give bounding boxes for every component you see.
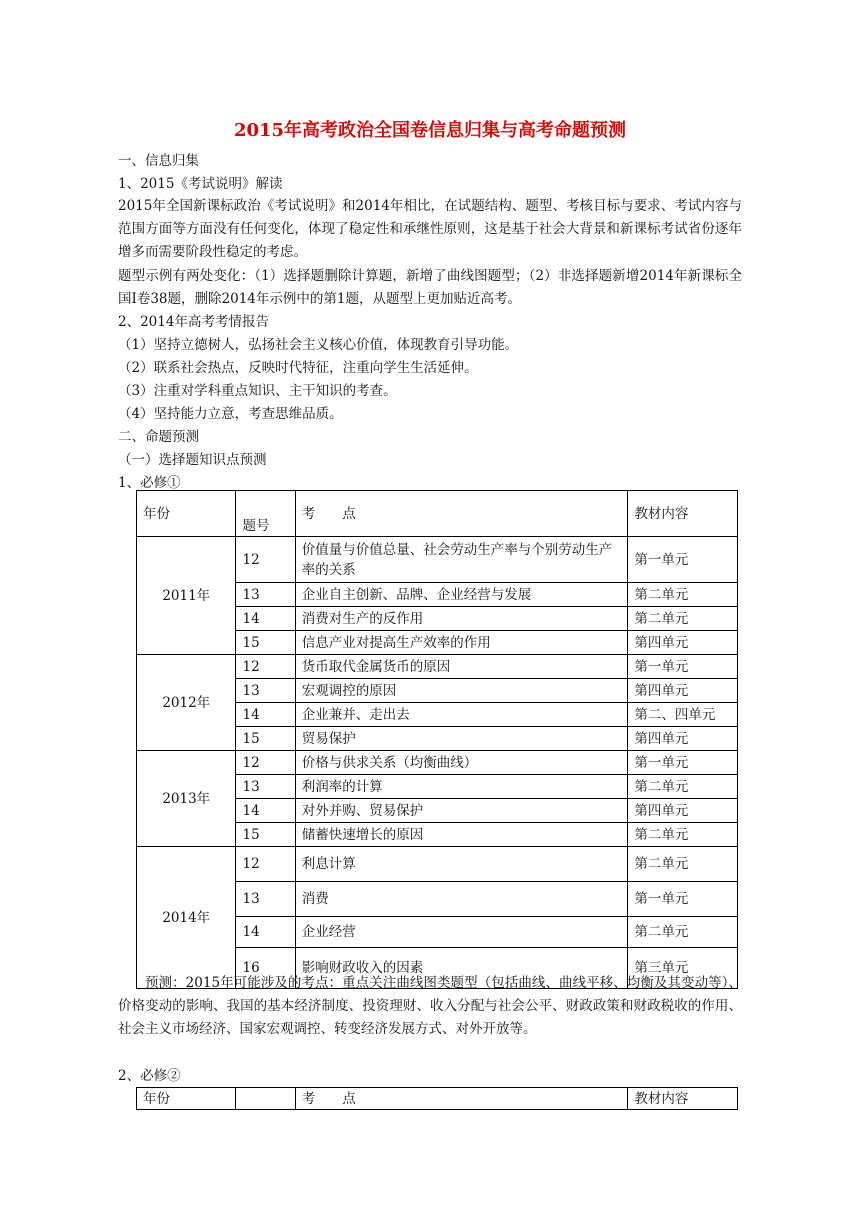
header-exam-point: 考 点 bbox=[295, 491, 628, 537]
report-item-3: （3）注重对学科重点知识、主干知识的考查。 bbox=[118, 383, 397, 399]
table-row bbox=[137, 655, 738, 679]
table-compulsory-2 bbox=[136, 1087, 738, 1110]
header-question-number: 题号 bbox=[236, 491, 295, 537]
exam-point-cell: 价格与供求关系（均衡曲线） bbox=[295, 751, 628, 775]
year-cell: 2014年 bbox=[137, 847, 236, 989]
table-row bbox=[137, 847, 738, 882]
year-cell: 2013年 bbox=[137, 751, 236, 847]
textbook-content-cell: 第二单元 bbox=[628, 775, 738, 799]
textbook-content-cell: 第二单元 bbox=[628, 583, 738, 607]
exam-point-cell: 消费 bbox=[295, 882, 628, 917]
question-number-cell: 12 bbox=[236, 655, 295, 679]
question-number-cell: 12 bbox=[236, 537, 295, 583]
textbook-content-cell: 第一单元 bbox=[628, 537, 738, 583]
header-year: 年份 bbox=[137, 1088, 236, 1110]
exam-point-cell: 对外并购、贸易保护 bbox=[295, 799, 628, 823]
table-row bbox=[137, 537, 738, 583]
exam-point-cell: 信息产业对提高生产效率的作用 bbox=[295, 631, 628, 655]
header-textbook-content: 教材内容 bbox=[628, 1088, 738, 1110]
textbook-content-cell: 第一单元 bbox=[628, 655, 738, 679]
header-question-number bbox=[236, 1088, 295, 1110]
compulsory-1-heading: 1、必修① bbox=[118, 475, 181, 491]
paragraph-exam-guide: 2015年全国新课标政治《考试说明》和2014年相比，在试题结构、题型、考核目标与要求、考试内容与范围方面等方面没有任何变化，体现了稳定性和承继性原则，这是基于社会大背景和新课标考试省份逐年增多而需要阶段性稳定的考虑。 bbox=[118, 198, 742, 260]
question-number-cell: 16 bbox=[236, 948, 295, 989]
textbook-content-cell: 第四单元 bbox=[628, 679, 738, 703]
exam-point-cell: 消费对生产的反作用 bbox=[295, 607, 628, 631]
section-heading-prediction: 二、命题预测 bbox=[118, 429, 199, 445]
document-title: 2015年高考政治全国卷信息归集与高考命题预测 bbox=[233, 120, 627, 141]
question-number-cell: 15 bbox=[236, 727, 295, 751]
year-cell: 2011年 bbox=[137, 537, 236, 655]
question-number-cell: 14 bbox=[236, 607, 295, 631]
exam-point-cell: 企业自主创新、品牌、企业经营与发展 bbox=[295, 583, 628, 607]
exam-point-cell: 企业兼并、走出去 bbox=[295, 703, 628, 727]
question-number-cell: 14 bbox=[236, 917, 295, 948]
year-cell: 2012年 bbox=[137, 655, 236, 751]
question-number-cell: 12 bbox=[236, 751, 295, 775]
textbook-content-cell: 第二单元 bbox=[628, 607, 738, 631]
exam-point-cell: 货币取代金属货币的原因 bbox=[295, 655, 628, 679]
report-item-2: （2）联系社会热点，反映时代特征，注重向学生生活延伸。 bbox=[118, 360, 478, 376]
exam-point-cell: 企业经营 bbox=[295, 917, 628, 948]
exam-point-cell: 影响财政收入的因素 bbox=[295, 948, 628, 989]
exam-point-cell: 利润率的计算 bbox=[295, 775, 628, 799]
textbook-content-cell: 第四单元 bbox=[628, 799, 738, 823]
question-number-cell: 13 bbox=[236, 775, 295, 799]
report-item-1: （1）坚持立德树人，弘扬社会主义核心价值，体现教育引导功能。 bbox=[118, 337, 519, 353]
question-number-cell: 14 bbox=[236, 799, 295, 823]
question-number-cell: 12 bbox=[236, 847, 295, 882]
textbook-content-cell: 第一单元 bbox=[628, 751, 738, 775]
question-number-cell: 14 bbox=[236, 703, 295, 727]
subsection-heading-exam-guide: 1、2015《考试说明》解读 bbox=[118, 176, 283, 192]
exam-point-cell: 贸易保护 bbox=[295, 727, 628, 751]
header-exam-point: 考 点 bbox=[295, 1088, 628, 1110]
table-row bbox=[137, 751, 738, 775]
exam-point-cell: 利息计算 bbox=[295, 847, 628, 882]
textbook-content-cell: 第四单元 bbox=[628, 727, 738, 751]
exam-point-cell: 储蓄快速增长的原因 bbox=[295, 823, 628, 847]
header-textbook-content: 教材内容 bbox=[628, 491, 738, 537]
paragraph-question-changes: 题型示例有两处变化：（1）选择题删除计算题，新增了曲线图题型；（2）非选择题新增2014年新课标全国Ⅰ卷38题，删除2014年示例中的第1题，从题型上更加贴近高考。 bbox=[118, 268, 742, 307]
prediction-paragraph: 预测：2015年可能涉及的考点：重点关注曲线图类题型（包括曲线、曲线平移、均衡及其变动等）、价格变动的影响、我国的基本经济制度、投资理财、收入分配与社会公平、财政政策和财政税收的作用、社会主义市场经济、国家宏观调控、转变经济发展方式、对外开放等。 bbox=[118, 975, 742, 1037]
textbook-content-cell: 第二单元 bbox=[628, 847, 738, 882]
textbook-content-cell: 第四单元 bbox=[628, 631, 738, 655]
textbook-content-cell: 第二单元 bbox=[628, 917, 738, 948]
report-item-4: （4）坚持能力立意，考查思维品质。 bbox=[118, 406, 343, 422]
question-number-cell: 15 bbox=[236, 823, 295, 847]
textbook-content-cell: 第二单元 bbox=[628, 823, 738, 847]
question-number-cell: 13 bbox=[236, 882, 295, 917]
subsection-heading-exam-report: 2、2014年高考考情报告 bbox=[118, 314, 269, 330]
section-heading-info: 一、信息归集 bbox=[118, 153, 199, 169]
header-year: 年份 bbox=[137, 491, 236, 537]
textbook-content-cell: 第二、四单元 bbox=[628, 703, 738, 727]
subsection-heading-choice: （一）选择题知识点预测 bbox=[118, 452, 267, 468]
question-number-cell: 13 bbox=[236, 583, 295, 607]
exam-point-cell: 宏观调控的原因 bbox=[295, 679, 628, 703]
table-compulsory-1 bbox=[136, 490, 738, 989]
textbook-content-cell: 第一单元 bbox=[628, 882, 738, 917]
table-header-row bbox=[137, 491, 738, 537]
question-number-cell: 15 bbox=[236, 631, 295, 655]
textbook-content-cell: 第三单元 bbox=[628, 948, 738, 989]
compulsory-2-heading: 2、必修② bbox=[118, 1068, 181, 1084]
question-number-cell: 13 bbox=[236, 679, 295, 703]
exam-point-cell: 价值量与价值总量、社会劳动生产率与个别劳动生产率的关系 bbox=[295, 537, 628, 583]
table-header-row bbox=[137, 1088, 738, 1110]
